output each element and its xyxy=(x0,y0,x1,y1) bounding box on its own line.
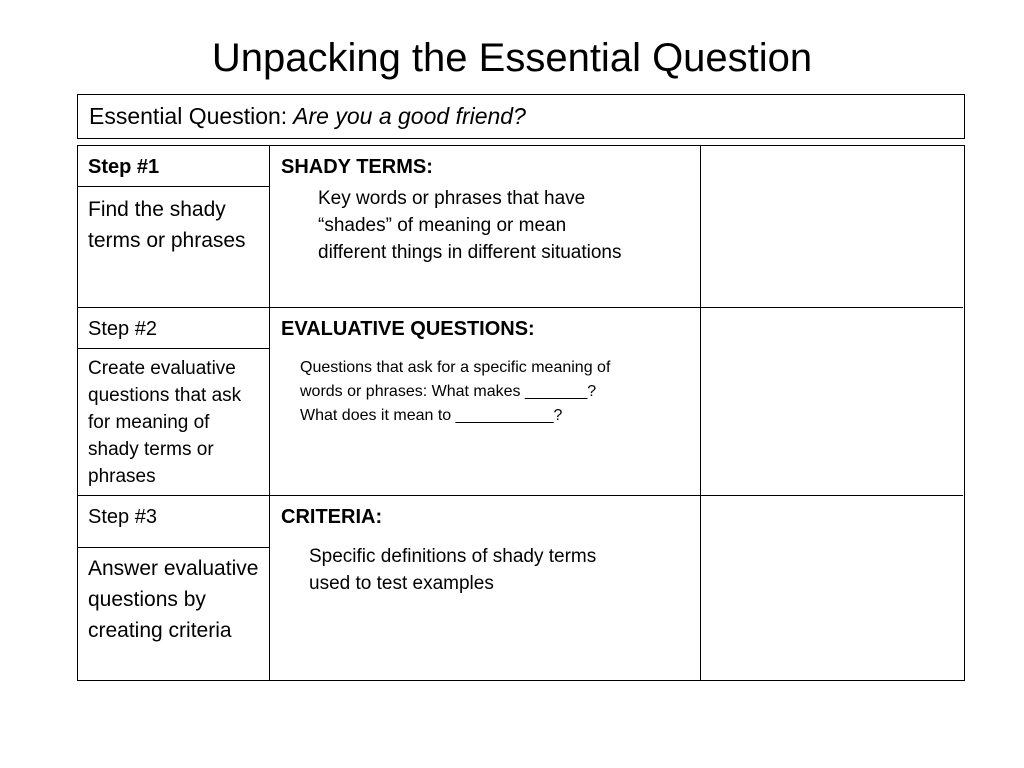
step2-label: Step #2 xyxy=(88,318,157,340)
step3-description: Answer evaluative questions by creating criteria xyxy=(88,557,259,642)
step3-label-divider xyxy=(78,547,269,548)
step1-label: Step #1 xyxy=(88,156,160,178)
essential-question-text: Are you a good friend? xyxy=(293,103,526,129)
step1-description: Find the shady terms or phrases xyxy=(88,198,246,252)
essential-question-label: Essential Question: xyxy=(89,103,288,129)
column-divider-2 xyxy=(700,146,701,680)
step2-term-definition: Questions that ask for a specific meaning of words or phrases: What makes _______? What does it mean to ___________? xyxy=(300,359,611,424)
essential-question-box xyxy=(77,94,965,139)
step3-term-title: CRITERIA: xyxy=(281,506,383,528)
column-divider-1 xyxy=(269,146,270,680)
step2-description: Create evaluative questions that ask for meaning of shady terms or phrases xyxy=(88,358,242,487)
step2-term-title: EVALUATIVE QUESTIONS: xyxy=(281,318,535,340)
step2-answer-cell xyxy=(702,308,963,495)
page-title: Unpacking the Essential Question xyxy=(211,36,813,80)
step1-term-definition: Key words or phrases that have “shades” of meaning or mean different things in different situations xyxy=(318,188,622,263)
steps-table xyxy=(77,145,965,681)
step3-answer-cell xyxy=(702,496,963,680)
step3-label: Step #3 xyxy=(88,506,157,528)
step1-answer-cell xyxy=(702,146,963,307)
step3-term-definition: Specific definitions of shady terms used to test examples xyxy=(309,546,597,594)
step1-term-title: SHADY TERMS: xyxy=(281,156,433,178)
step1-label-divider xyxy=(78,186,269,187)
